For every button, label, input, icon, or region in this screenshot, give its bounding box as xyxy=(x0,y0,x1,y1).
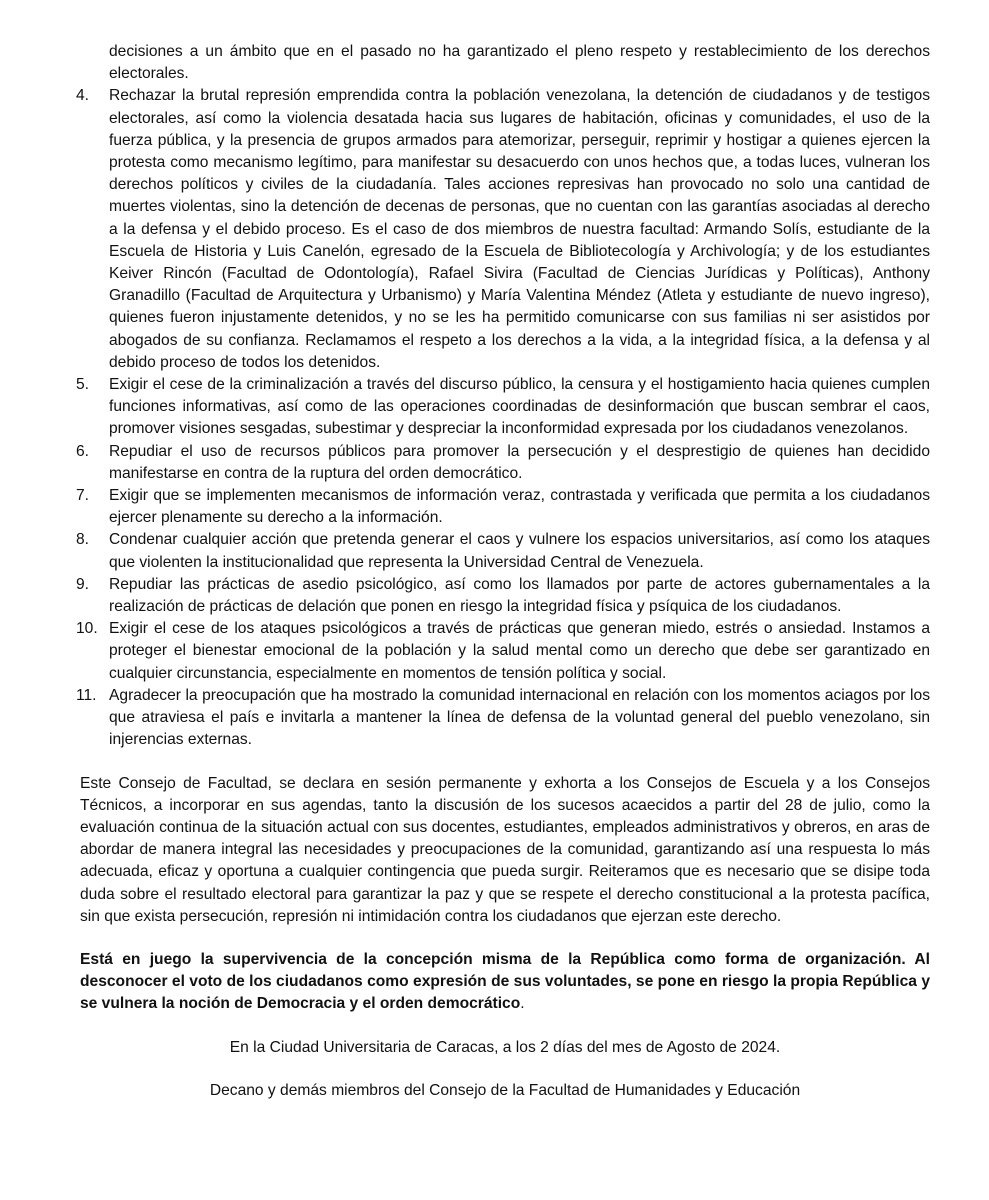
place-date-text: En la Ciudad Universitaria de Caracas, a los 2 días del mes de Agosto de 2024. xyxy=(229,1038,781,1056)
list-item-7 xyxy=(76,485,930,529)
bold-statement-text: Está en juego la supervivencia de la concepción misma de la República como forma de organización. Al desconocer el voto de los ciudadanos como expresión de sus voluntades, se pone en riesgo la propia República y se vulnera la noción de Democracia y el orden democrático xyxy=(80,950,930,1013)
list-item-number: 7. xyxy=(76,487,90,505)
closing-paragraph xyxy=(80,773,930,928)
list-item-text: Repudiar el uso de recursos públicos para promover la persecución y el desprestigio de quienes han decidido manifestarse en contra de la ruptura del orden democrático. xyxy=(109,442,930,482)
list-item-number: 6. xyxy=(76,442,90,460)
list-item-5 xyxy=(76,374,930,441)
list-item-number: 11. xyxy=(76,686,97,704)
list-item-9 xyxy=(76,574,930,618)
list-item-text: Condenar cualquier acción que pretenda generar el caos y vulnere los espacios universitarios, así como los ataques que violenten la institucionalidad que representa la Universidad Central de Venezuela. xyxy=(109,531,930,571)
signature-line xyxy=(80,1080,930,1102)
place-date xyxy=(80,1037,930,1059)
closing-paragraph-text: Este Consejo de Facultad, se declara en sesión permanente y exhorta a los Consejos de Escuela y a los Consejos Técnicos, a incorporar en sus agendas, tanto la discusión de los sucesos acaecidos a partir del 28 de julio, como la evaluación continua de la situación actual con sus docentes, estudiantes, empleados administrativos y obreros, en aras de abordar de manera integral las necesidades y preocupaciones de la comunidad, garantizando así una respuesta lo más adecuada, eficaz y oportuna a cualquier contingencia que pueda surgir. Reiteramos que es necesario que se disipe toda duda sobre el resultado electoral para garantizar la paz y que se respete el derecho constitucional a la protesta pacífica, sin que exista persecución, represión ni intimidación contra los ciudadanos que ejerzan este derecho. xyxy=(80,774,930,925)
list-item-6 xyxy=(76,441,930,485)
list-item-number: 4. xyxy=(76,87,90,105)
bold-statement xyxy=(80,949,930,1016)
list-item-text: Exigir el cese de los ataques psicológicos a través de prácticas que generan miedo, estrés o ansiedad. Instamos a proteger el bienestar emocional de la población y la salud mental como un derecho que debe ser garantizado en cualquier circunstancia, especialmente en momentos de tensión política y social. xyxy=(109,620,930,682)
list-item-text: Agradecer la preocupación que ha mostrado la comunidad internacional en relación con los momentos aciagos por los que atraviesa el país e invitarla a mantener la línea de defensa de la voluntad general del pueblo venezolano, sin injerencias externas. xyxy=(109,686,930,749)
list-item-10 xyxy=(76,618,930,685)
list-item-text: Repudiar las prácticas de asedio psicológico, así como los llamados por parte de actores gubernamentales a la realización de prácticas de delación que ponen en riesgo la integridad física y psíquica de los ciudadanos. xyxy=(109,575,930,616)
list-item-8 xyxy=(76,529,930,573)
list-item-text: Exigir el cese de la criminalización a través del discurso público, la censura y el hostigamiento hacia quienes cumplen funciones informativas, así como de las operaciones coordinadas de desinformación que buscan sembrar el caos, promover visiones sesgadas, subestimar y despreciar la inconformidad expresada por los ciudadanos venezolanos. xyxy=(109,376,930,438)
list-item-continuation xyxy=(80,41,930,85)
list-item-4 xyxy=(76,85,930,374)
resolution-list xyxy=(76,41,930,752)
list-item-number: 8. xyxy=(76,531,90,549)
continuation-text: decisiones a un ámbito que en el pasado no ha garantizado el pleno respeto y restablecimiento de los derechos electorales. xyxy=(109,43,930,83)
list-item-number: 5. xyxy=(76,376,90,394)
list-item-number: 10. xyxy=(76,620,98,638)
list-item-number: 9. xyxy=(76,575,90,593)
signature-text: Decano y demás miembros del Consejo de la Facultad de Humanidades y Educación xyxy=(209,1081,801,1099)
list-item-text: Exigir que se implementen mecanismos de información veraz, contrastada y verificada que permita a los ciudadanos ejercer plenamente su derecho a la información. xyxy=(109,487,930,527)
bold-statement-tail: . xyxy=(520,995,525,1013)
list-item-11 xyxy=(76,685,930,752)
list-item-text: Rechazar la brutal represión emprendida contra la población venezolana, la detención de ciudadanos y de testigos electorales, así como la violencia desatada hacia sus lugares de habitación, oficinas y comunidades, el uso de la fuerza pública, y la presencia de grupos armados para atemorizar, perseguir, reprimir y hostigar a quienes ejercen la protesta como mecanismo legítimo, para manifestar su desacuerdo con unos hechos que, a todas luces, vulneran los derechos políticos y civiles de la ciudadanía. Tales acciones represivas han provocado no solo una cantidad de muertes violentas, sino la detención de decenas de personas, que no cuentan con las garantías asociadas al derecho a la defensa y el debido proceso. Es el caso de dos miembros de nuestra facultad: Armando Solís, estudiante de la Escuela de Historia y Luis Canelón, egresado de la Escuela de Bibliotecología y Archivología; y de los estudiantes Keiver Rincón (Facultad de Odontología), Rafael Sivira (Facultad de Ciencias Jurídicas y Políticas), Anthony Granadillo (Facultad de Arquitectura y Urbanismo) y María Valentina Méndez (Atleta y estudiante de nuevo ingreso), quienes fueron injustamente detenidos, y no se les ha permitido comunicarse con sus familias ni ser asistidos por abogados de su confianza. Reclamamos el respeto a los derechos a la vida, a la integridad física, a la defensa y al debido proceso de todos los detenidos. xyxy=(109,87,930,371)
document-body xyxy=(76,41,930,1102)
